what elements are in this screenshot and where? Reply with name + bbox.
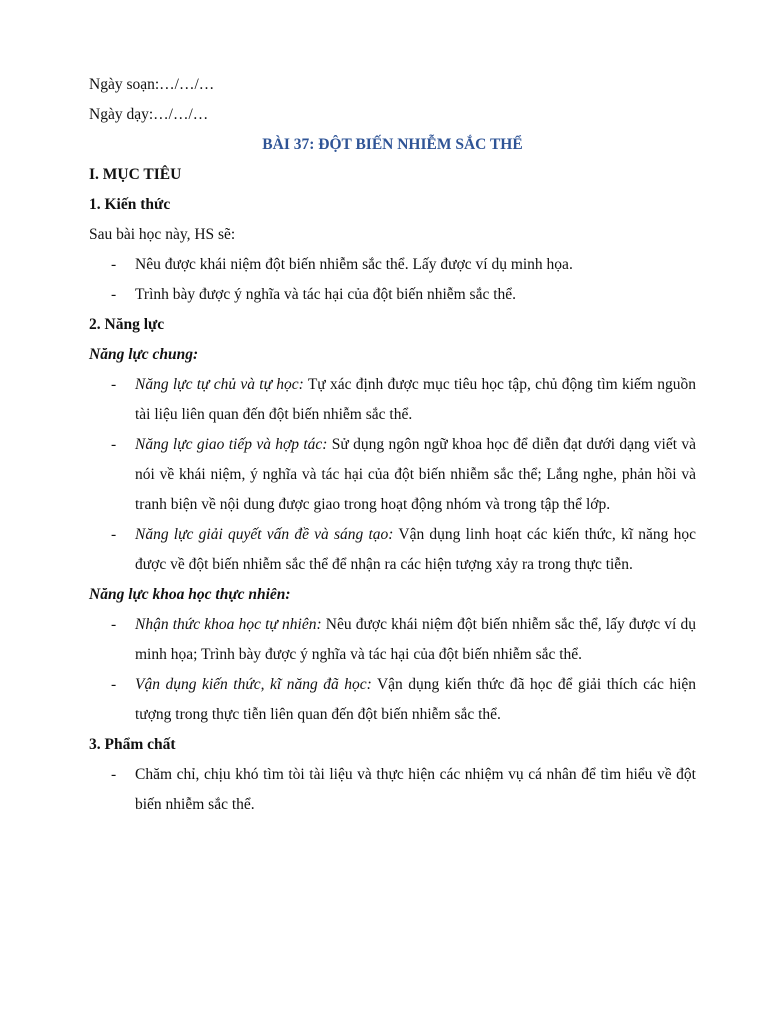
list-item [89,760,696,820]
list-item-lead: Năng lực giao tiếp và hợp tác: [135,436,328,453]
general-competence-heading: Năng lực chung: [89,346,199,363]
list-item-text: Tự xác định được mục tiêu học tập, chủ động tìm kiếm nguồn tài liệu liên quan đến đột biến nhiễm sắc thể. [135,376,696,423]
lesson-title: BÀI 37: ĐỘT BIẾN NHIỄM SẮC THỂ [262,136,523,153]
list-item [89,610,696,670]
dash-bullet: - [111,526,117,543]
competence-heading: 2. Năng lực [89,316,165,333]
list-item [89,430,696,520]
date-prepared: Ngày soạn:…/…/… [89,76,215,93]
science-competence-list [89,610,696,730]
dash-bullet: - [111,766,117,783]
list-item-lead: Nhận thức khoa học tự nhiên: [135,616,322,633]
general-competence-list [89,370,696,580]
list-item-text: Chăm chỉ, chịu khó tìm tòi tài liệu và thực hiện các nhiệm vụ cá nhân để tìm hiểu về đột biến nhiễm sắc thể. [135,766,696,813]
list-item [89,250,696,280]
date-taught: Ngày dạy:…/…/… [89,106,209,123]
list-item-text: Vận dụng kiến thức đã học để giải thích các hiện tượng trong thực tiễn liên quan đến đột biến nhiễm sắc thể. [135,676,697,723]
knowledge-intro: Sau bài học này, HS sẽ: [89,226,236,243]
dash-bullet: - [111,286,117,303]
list-item-text: Vận dụng linh hoạt các kiến thức, kĩ năng học được về đột biến nhiễm sắc thể để nhận ra các hiện tượng xảy ra trong thực tiễn. [135,526,696,573]
list-item-text: Nêu được khái niệm đột biến nhiễm sắc thể. Lấy được ví dụ minh họa. [135,256,573,273]
qualities-list [89,760,696,820]
dash-bullet: - [111,256,117,273]
dash-bullet: - [111,676,117,693]
dash-bullet: - [111,436,117,453]
dash-bullet: - [111,616,117,633]
list-item-lead: Năng lực tự chủ và tự học: [135,376,304,393]
list-item [89,520,696,580]
list-item [89,370,696,430]
science-competence-heading: Năng lực khoa học thực nhiên: [89,586,291,603]
list-item-lead: Năng lực giải quyết vấn đề và sáng tạo: [135,526,394,543]
section-objectives-heading: I. MỤC TIÊU [89,166,182,183]
list-item-text: Nêu được khái niệm đột biến nhiễm sắc thể, lấy được ví dụ minh họa; Trình bày được ý nghĩa và tác hại của đột biến nhiễm sắc thể. [135,616,696,663]
knowledge-list [89,250,696,310]
list-item [89,670,696,730]
list-item [89,280,696,310]
list-item-lead: Vận dụng kiến thức, kĩ năng đã học: [135,676,372,693]
list-item-text: Sử dụng ngôn ngữ khoa học để diễn đạt dưới dạng viết và nói về khái niệm, ý nghĩa và tác hại của đột biến nhiễm sắc thể; Lắng nghe, phản hồi và tranh biện về nội dung được giao trong hoạt động nhóm và trong tập thể lớp. [135,436,696,513]
list-item-text: Trình bày được ý nghĩa và tác hại của đột biến nhiễm sắc thể. [135,286,517,303]
dash-bullet: - [111,376,117,393]
qualities-heading: 3. Phẩm chất [89,736,176,753]
knowledge-heading: 1. Kiến thức [89,196,171,213]
